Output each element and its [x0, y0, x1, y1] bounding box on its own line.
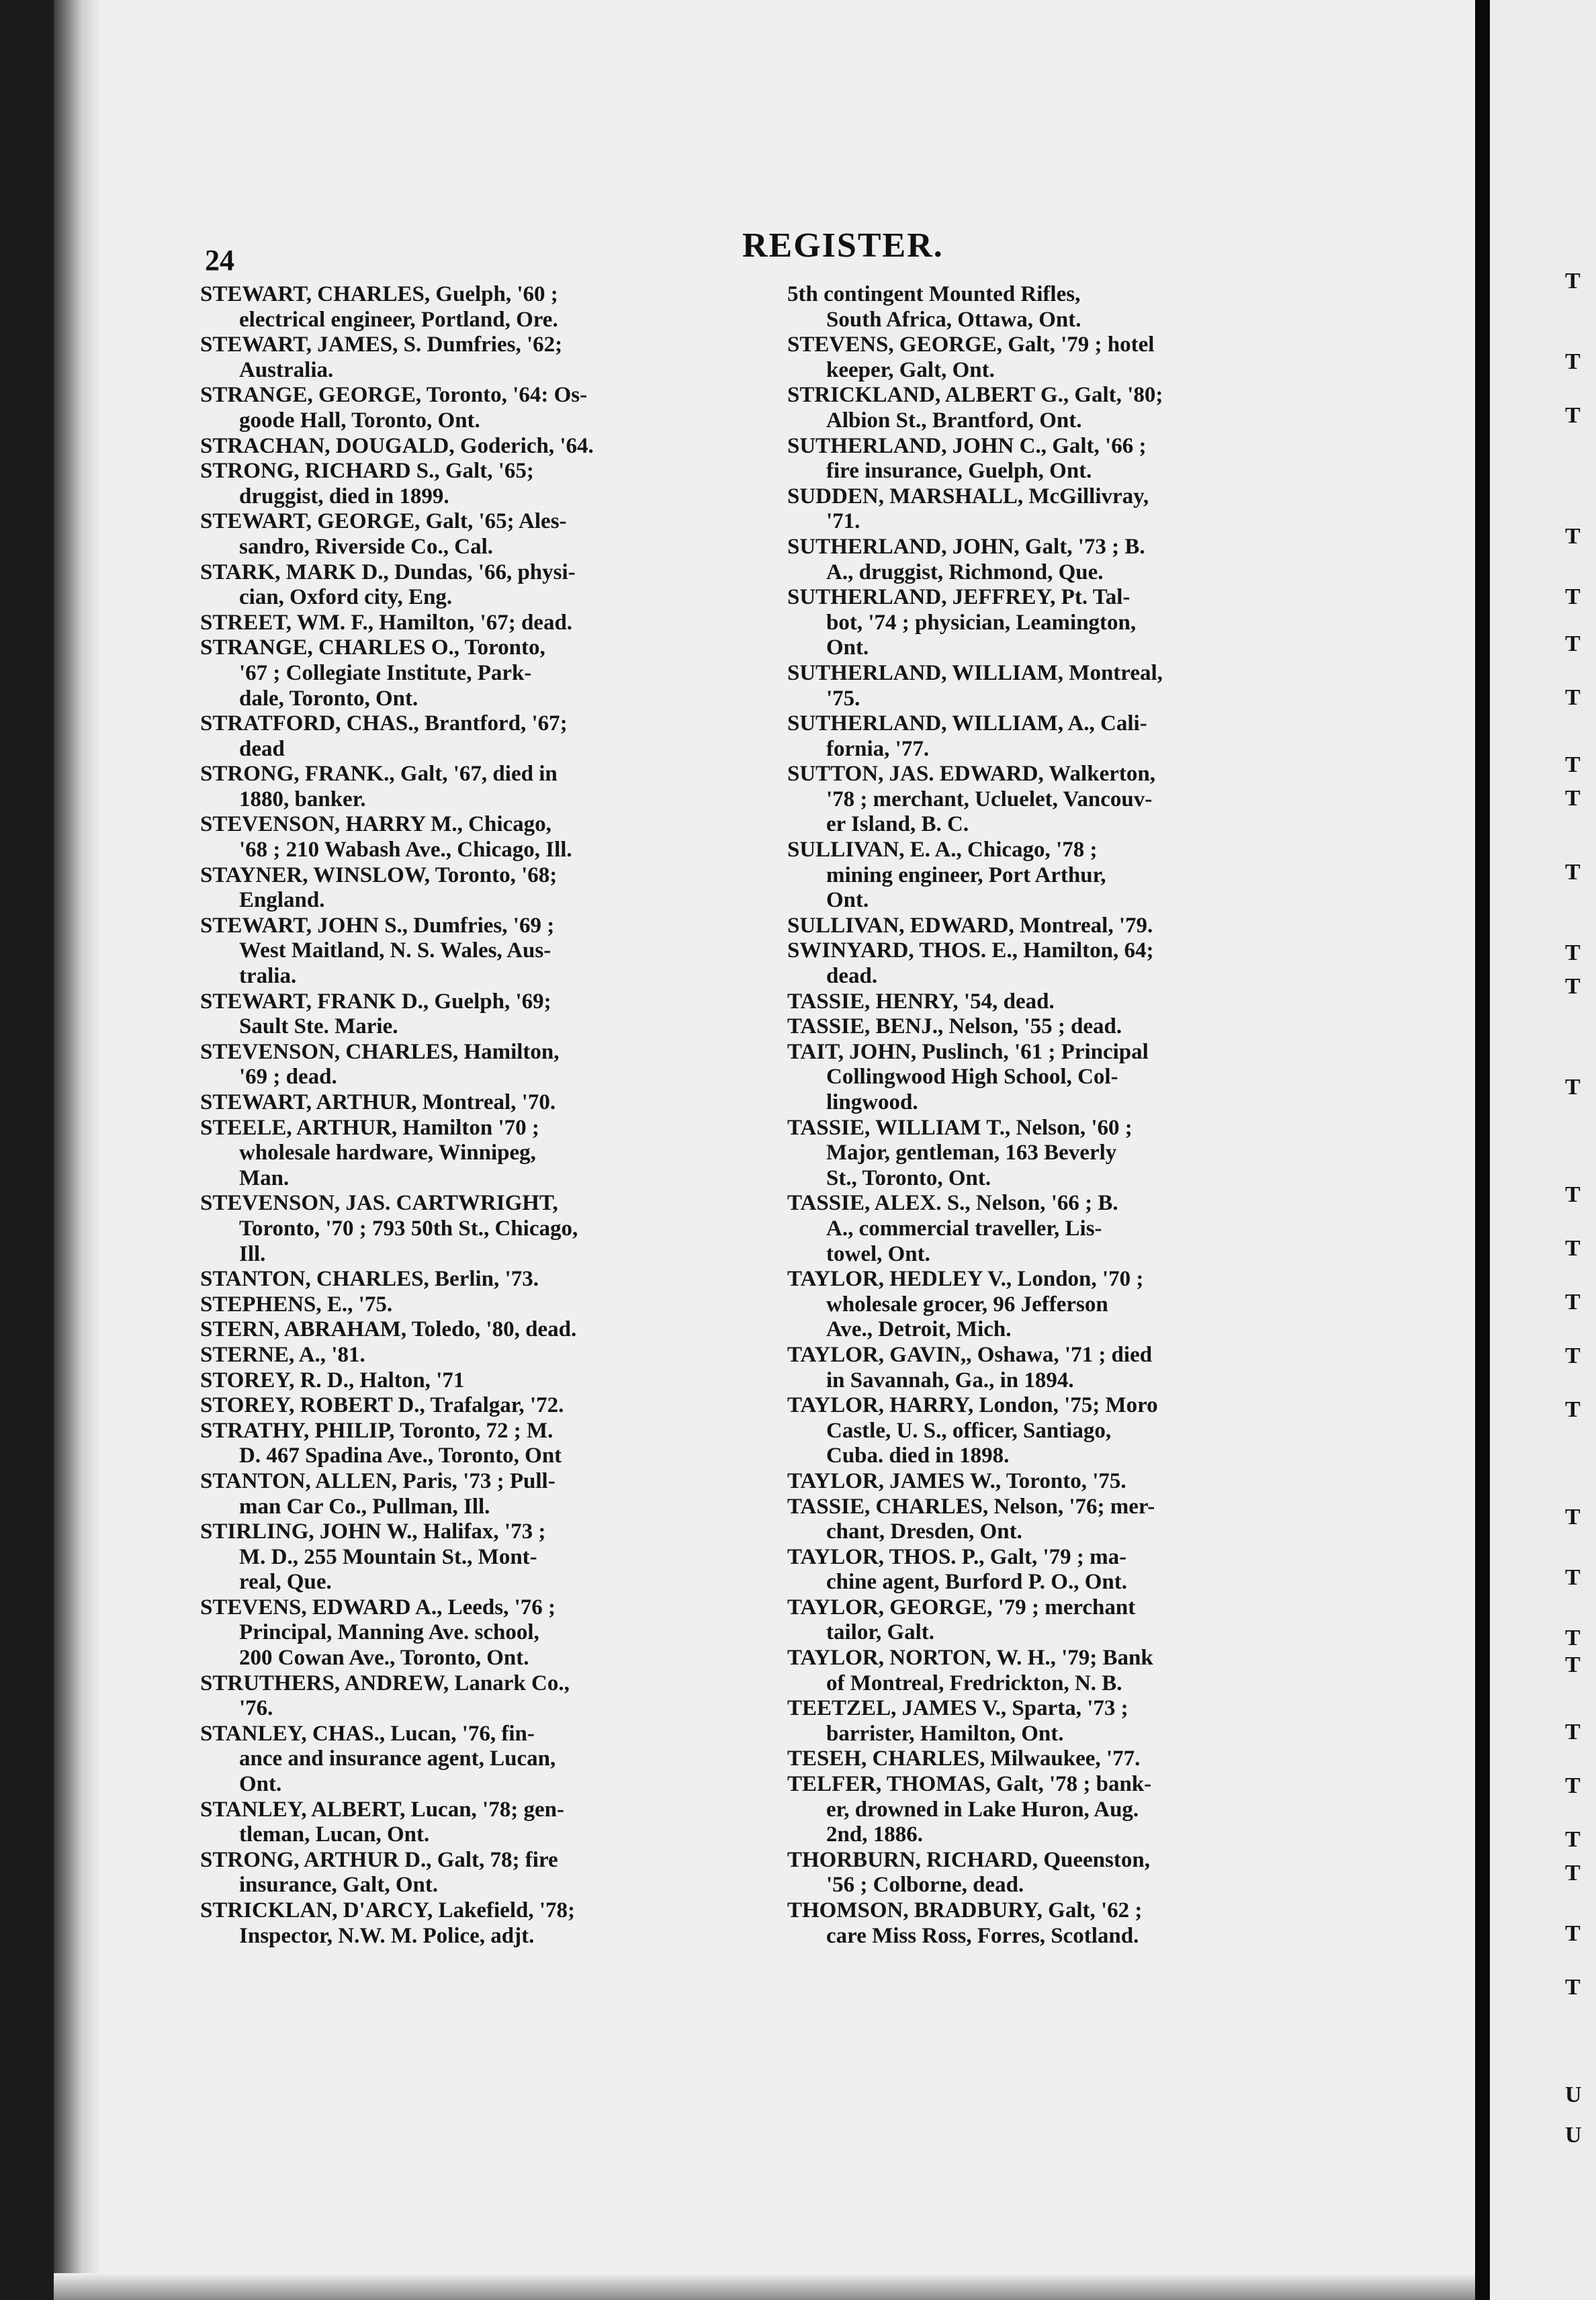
entry-name-line: STRATFORD, CHAS., Brantford, '67;	[200, 711, 568, 736]
entry-continuation-line: ance and insurance agent, Lucan,	[239, 1746, 556, 1771]
register-entry	[787, 1116, 1392, 1192]
entry-name-line: SUDDEN, MARSHALL, McGillivray,	[787, 484, 1149, 508]
gutter-shadow	[54, 0, 101, 2300]
register-entry	[200, 863, 805, 914]
entry-continuation-line: Principal, Manning Ave. school,	[239, 1620, 539, 1645]
entry-continuation-line: of Montreal, Fredrickton, N. B.	[826, 1671, 1122, 1695]
entry-continuation-line: care Miss Ross, Forres, Scotland.	[826, 1923, 1139, 1948]
entry-continuation-line: keeper, Galt, Ont.	[826, 357, 995, 382]
entry-name-line: THOMSON, BRADBURY, Galt, '62 ;	[787, 1898, 1143, 1922]
adjacent-page-letter: T	[1565, 1565, 1581, 1590]
register-entry	[200, 1292, 805, 1318]
adjacent-page-letter: T	[1565, 1827, 1581, 1852]
register-entry	[200, 711, 805, 762]
entry-continuation-line: dead	[239, 736, 285, 761]
entry-name-line: TAYLOR, GEORGE, '79 ; merchant	[787, 1595, 1136, 1620]
register-entry	[200, 1317, 805, 1343]
register-entry	[200, 1343, 805, 1368]
entry-continuation-line: man Car Co., Pullman, Ill.	[239, 1494, 490, 1519]
page-number: 24	[205, 244, 234, 277]
entry-name-line: STANLEY, CHAS., Lucan, '76, fin-	[200, 1721, 535, 1746]
register-entry	[787, 1898, 1392, 1949]
entry-continuation-line: fire insurance, Guelph, Ont.	[826, 459, 1092, 484]
entry-continuation-line: real, Que.	[239, 1570, 332, 1595]
entry-continuation-line: insurance, Galt, Ont.	[239, 1873, 439, 1898]
register-entry	[787, 914, 1392, 939]
register-entry	[200, 914, 805, 989]
adjacent-page-letter: T	[1565, 349, 1581, 374]
adjacent-page-letter: T	[1565, 940, 1581, 965]
register-column-left	[200, 282, 805, 1949]
entry-continuation-line: Ont.	[239, 1772, 282, 1797]
entry-name-line: SUTHERLAND, WILLIAM, A., Cali-	[787, 711, 1147, 736]
register-entry	[787, 1040, 1392, 1116]
entry-continuation-line: mining engineer, Port Arthur,	[826, 862, 1106, 887]
adjacent-page-letter: T	[1565, 1975, 1581, 2000]
entry-continuation-line: 200 Cowan Ave., Toronto, Ont.	[239, 1646, 529, 1671]
register-entry	[200, 1595, 805, 1671]
entry-name-line: SULLIVAN, E. A., Chicago, '78 ;	[787, 838, 1098, 862]
register-entry	[787, 661, 1392, 711]
adjacent-page	[1490, 0, 1596, 2300]
entry-continuation-line: '75.	[826, 686, 860, 711]
register-entry	[787, 1772, 1392, 1848]
entry-continuation-line: dead.	[826, 964, 878, 989]
entry-continuation-line: England.	[239, 888, 325, 913]
register-entry	[200, 1798, 805, 1848]
entry-continuation-line: fornia, '77.	[826, 736, 930, 761]
entry-name-line: SULLIVAN, EDWARD, Montreal, '79.	[787, 913, 1153, 938]
entry-name-line: TASSIE, BENJ., Nelson, '55 ; dead.	[787, 1014, 1122, 1039]
entry-name-line: SUTHERLAND, JOHN, Galt, '73 ; B.	[787, 534, 1145, 559]
entry-name-line: STEWART, GEORGE, Galt, '65; Ales-	[200, 509, 567, 534]
entry-name-line: STOREY, R. D., Halton, '71	[200, 1368, 465, 1392]
entry-name-line: STANTON, CHARLES, Berlin, '73.	[200, 1267, 539, 1292]
adjacent-page-letter: T	[1565, 1343, 1581, 1368]
register-entry	[787, 762, 1392, 838]
entry-name-line: TEETZEL, JAMES V., Sparta, '73 ;	[787, 1696, 1128, 1721]
entry-name-line: TAYLOR, HEDLEY V., London, '70 ;	[787, 1267, 1144, 1292]
adjacent-page-letter: U	[1565, 2123, 1582, 2148]
register-entry	[200, 282, 805, 333]
entry-name-line: TASSIE, ALEX. S., Nelson, '66 ; B.	[787, 1191, 1118, 1216]
register-entry	[200, 434, 805, 459]
entry-continuation-line: tailor, Galt.	[826, 1620, 935, 1645]
entry-continuation-line: '68 ; 210 Wabash Ave., Chicago, Ill.	[239, 838, 572, 862]
entry-continuation-line: lingwood.	[826, 1090, 918, 1114]
register-entry	[200, 459, 805, 509]
entry-name-line: STOREY, ROBERT D., Trafalgar, '72.	[200, 1393, 564, 1418]
register-entry	[787, 1191, 1392, 1267]
entry-name-line: TELFER, THOMAS, Galt, '78 ; bank-	[787, 1772, 1152, 1797]
register-entry	[200, 1671, 805, 1722]
register-entry	[200, 1469, 805, 1519]
entry-name-line: STERNE, A., '81.	[200, 1342, 365, 1367]
register-entry	[200, 1116, 805, 1192]
entry-name-line: TASSIE, CHARLES, Nelson, '76; mer-	[787, 1494, 1155, 1519]
entry-name-line: STRATHY, PHILIP, Toronto, 72 ; M.	[200, 1418, 553, 1443]
adjacent-page-letter: T	[1565, 403, 1581, 428]
adjacent-page-letter: T	[1565, 860, 1581, 885]
register-entry	[200, 1519, 805, 1595]
entry-name-line: SWINYARD, THOS. E., Hamilton, 64;	[787, 938, 1154, 963]
register-entry	[787, 333, 1392, 383]
entry-name-line: STEWART, FRANK D., Guelph, '69;	[200, 989, 551, 1014]
adjacent-page-letter: T	[1565, 786, 1581, 811]
register-entry	[787, 1343, 1392, 1393]
entry-continuation-line: St., Toronto, Ont.	[826, 1165, 991, 1190]
entry-continuation-line: er Island, B. C.	[826, 812, 969, 837]
entry-name-line: STEVENS, GEORGE, Galt, '79 ; hotel	[787, 333, 1155, 357]
entry-name-line: STEELE, ARTHUR, Hamilton '70 ;	[200, 1115, 539, 1140]
entry-continuation-line: A., druggist, Richmond, Que.	[826, 560, 1104, 584]
entry-name-line: STEWART, CHARLES, Guelph, '60 ;	[200, 282, 558, 306]
entry-name-line: TAYLOR, GAVIN,, Oshawa, '71 ; died	[787, 1342, 1153, 1367]
adjacent-page-letter: T	[1565, 1236, 1581, 1261]
adjacent-page-letter: T	[1565, 974, 1581, 999]
entry-continuation-line: West Maitland, N. S. Wales, Aus-	[239, 938, 551, 963]
entry-name-line: STARK, MARK D., Dundas, '66, physi-	[200, 560, 576, 584]
entry-continuation-line: South Africa, Ottawa, Ont.	[826, 307, 1081, 332]
register-entry	[200, 333, 805, 383]
entry-continuation-line: electrical engineer, Portland, Ore.	[239, 307, 558, 332]
register-entry	[200, 1368, 805, 1394]
adjacent-page-letter: U	[1565, 2082, 1582, 2107]
register-entry	[787, 585, 1392, 661]
entry-name-line: STRICKLAN, D'ARCY, Lakefield, '78;	[200, 1898, 576, 1922]
entry-name-line: STANTON, ALLEN, Paris, '73 ; Pull-	[200, 1468, 556, 1493]
adjacent-page-letter: T	[1565, 1921, 1581, 1946]
adjacent-page-letter: T	[1565, 1861, 1581, 1886]
entry-continuation-line: '56 ; Colborne, dead.	[826, 1873, 1024, 1898]
register-entry	[787, 1595, 1392, 1646]
entry-continuation-line: Man.	[239, 1165, 290, 1190]
register-entry	[787, 1545, 1392, 1595]
entry-name-line: STEPHENS, E., '75.	[200, 1292, 393, 1317]
entry-name-line: TASSIE, HENRY, '54, dead.	[787, 989, 1055, 1014]
register-entry	[787, 434, 1392, 484]
register-entry	[787, 484, 1392, 535]
entry-name-line: TAYLOR, NORTON, W. H., '79; Bank	[787, 1646, 1153, 1671]
entry-continuation-line: Cuba. died in 1898.	[826, 1444, 1010, 1468]
entry-continuation-line: barrister, Hamilton, Ont.	[826, 1721, 1064, 1746]
entry-name-line: STEVENSON, HARRY M., Chicago,	[200, 812, 551, 837]
entry-name-line: STRANGE, CHARLES O., Toronto,	[200, 635, 545, 660]
entry-continuation-line: goode Hall, Toronto, Ont.	[239, 408, 480, 433]
entry-continuation-line: Ont.	[826, 635, 869, 660]
entry-continuation-line: A., commercial traveller, Lis-	[826, 1216, 1102, 1241]
entry-name-line: STEWART, ARTHUR, Montreal, '70.	[200, 1090, 556, 1114]
adjacent-page-letter: T	[1565, 584, 1581, 609]
entry-continuation-line: wholesale grocer, 96 Jefferson	[826, 1292, 1108, 1317]
entry-continuation-line: Major, gentleman, 163 Beverly	[826, 1141, 1117, 1165]
register-entry	[787, 1014, 1392, 1040]
register-entry	[200, 989, 805, 1040]
entry-name-line: STRUTHERS, ANDREW, Lanark Co.,	[200, 1671, 570, 1695]
entry-continuation-line: towel, Ont.	[826, 1241, 930, 1266]
entry-name-line: STEVENS, EDWARD A., Leeds, '76 ;	[200, 1595, 556, 1620]
register-entry	[787, 1495, 1392, 1545]
register-entry	[200, 1267, 805, 1292]
register-entry	[200, 1419, 805, 1469]
adjacent-page-letter: T	[1565, 1182, 1581, 1207]
entry-continuation-line: D. 467 Spadina Ave., Toronto, Ont	[239, 1444, 562, 1468]
register-entry	[200, 611, 805, 636]
register-entry	[787, 1393, 1392, 1469]
register-entry	[787, 383, 1392, 433]
entry-name-line: THORBURN, RICHARD, Queenston,	[787, 1847, 1150, 1872]
entry-continuation-line: '76.	[239, 1696, 273, 1721]
entry-continuation-line: cian, Oxford city, Eng.	[239, 585, 453, 610]
register-entry	[787, 711, 1392, 762]
entry-name-line: STRANGE, GEORGE, Toronto, '64: Os-	[200, 383, 588, 408]
entry-continuation-line: '71.	[826, 509, 860, 534]
entry-continuation-line: '69 ; dead.	[239, 1065, 337, 1090]
register-entry	[787, 938, 1392, 989]
adjacent-page-letter: T	[1565, 1075, 1581, 1100]
register-column-right	[787, 282, 1392, 1949]
entry-continuation-line: Ont.	[826, 888, 869, 913]
adjacent-page-letter: T	[1565, 1652, 1581, 1677]
entry-name-line: TESEH, CHARLES, Milwaukee, '77.	[787, 1746, 1141, 1771]
entry-continuation-line: 1880, banker.	[239, 787, 366, 811]
register-entry	[200, 383, 805, 433]
entry-continuation-line: bot, '74 ; physician, Leamington,	[826, 610, 1137, 635]
register-entry	[200, 812, 805, 862]
entry-continuation-line: '78 ; merchant, Ucluelet, Vancouv-	[826, 787, 1153, 811]
register-entry	[787, 1469, 1392, 1495]
entry-name-line: STEWART, JOHN S., Dumfries, '69 ;	[200, 913, 555, 938]
entry-continuation-line: dale, Toronto, Ont.	[239, 686, 418, 711]
running-head: REGISTER.	[742, 226, 944, 265]
entry-name-line: STRONG, RICHARD S., Galt, '65;	[200, 459, 534, 484]
entry-name-line: STANLEY, ALBERT, Lucan, '78; gen-	[200, 1797, 564, 1822]
entry-name-line: STAYNER, WINSLOW, Toronto, '68;	[200, 862, 558, 887]
register-entry	[200, 1090, 805, 1116]
entry-name-line: TAIT, JOHN, Puslinch, '61 ; Principal	[787, 1039, 1149, 1064]
entry-name-line: STRACHAN, DOUGALD, Goderich, '64.	[200, 433, 594, 458]
adjacent-page-letter: T	[1565, 1290, 1581, 1315]
entry-name-line: TAYLOR, THOS. P., Galt, '79 ; ma-	[787, 1544, 1127, 1569]
adjacent-page-letter: T	[1565, 631, 1581, 656]
entry-continuation-line: druggist, died in 1899.	[239, 484, 449, 508]
entry-continuation-line: 2nd, 1886.	[826, 1822, 923, 1847]
entry-continuation-line: in Savannah, Ga., in 1894.	[826, 1368, 1074, 1392]
adjacent-page-letter: T	[1565, 1505, 1581, 1530]
register-entry	[787, 989, 1392, 1015]
adjacent-page-letter: T	[1565, 524, 1581, 549]
entry-continuation-line: Australia.	[239, 357, 334, 382]
register-entry	[787, 1746, 1392, 1772]
entry-continuation-line: wholesale hardware, Winnipeg,	[239, 1141, 536, 1165]
register-entry	[200, 1191, 805, 1267]
register-entry	[200, 1848, 805, 1898]
register-entry	[787, 1646, 1392, 1696]
entry-name-line: STEWART, JAMES, S. Dumfries, '62;	[200, 333, 563, 357]
entry-name-line: 5th contingent Mounted Rifles,	[787, 282, 1081, 306]
adjacent-page-letter: T	[1565, 1720, 1581, 1744]
adjacent-page-letter: T	[1565, 1773, 1581, 1798]
entry-continuation-line: sandro, Riverside Co., Cal.	[239, 534, 493, 559]
register-entry	[787, 282, 1392, 333]
entry-name-line: SUTHERLAND, JOHN C., Galt, '66 ;	[787, 433, 1147, 458]
register-entry	[200, 762, 805, 812]
register-entry	[200, 1040, 805, 1090]
entry-continuation-line: Sault Ste. Marie.	[239, 1014, 398, 1039]
entry-continuation-line: Castle, U. S., officer, Santiago,	[826, 1418, 1112, 1443]
adjacent-page-letter: T	[1565, 1397, 1581, 1422]
entry-name-line: STEVENSON, CHARLES, Hamilton,	[200, 1039, 560, 1064]
entry-name-line: STRONG, ARTHUR D., Galt, 78; fire	[200, 1847, 558, 1872]
entry-name-line: TAYLOR, JAMES W., Toronto, '75.	[787, 1468, 1126, 1493]
entry-name-line: STRICKLAND, ALBERT G., Galt, '80;	[787, 383, 1163, 408]
entry-continuation-line: tleman, Lucan, Ont.	[239, 1822, 430, 1847]
entry-continuation-line: '67 ; Collegiate Institute, Park-	[239, 660, 532, 685]
entry-name-line: TASSIE, WILLIAM T., Nelson, '60 ;	[787, 1115, 1133, 1140]
entry-name-line: STREET, WM. F., Hamilton, '67; dead.	[200, 610, 573, 635]
register-entry	[200, 1898, 805, 1949]
entry-continuation-line: Albion St., Brantford, Ont.	[826, 408, 1082, 433]
entry-continuation-line: Ill.	[239, 1241, 266, 1266]
entry-continuation-line: Toronto, '70 ; 793 50th St., Chicago,	[239, 1216, 578, 1241]
entry-name-line: STRONG, FRANK., Galt, '67, died in	[200, 762, 558, 787]
register-entry	[200, 560, 805, 611]
register-entry	[200, 1393, 805, 1419]
entry-name-line: SUTTON, JAS. EDWARD, Walkerton,	[787, 762, 1155, 787]
entry-continuation-line: Inspector, N.W. M. Police, adjt.	[239, 1923, 535, 1948]
entry-continuation-line: Ave., Detroit, Mich.	[826, 1317, 1012, 1342]
adjacent-page-letter: T	[1565, 685, 1581, 710]
entry-continuation-line: chine agent, Burford P. O., Ont.	[826, 1570, 1127, 1595]
entry-name-line: STEVENSON, JAS. CARTWRIGHT,	[200, 1191, 558, 1216]
entry-continuation-line: tralia.	[239, 964, 297, 989]
entry-name-line: TAYLOR, HARRY, London, '75; Moro	[787, 1393, 1158, 1418]
register-entry	[787, 1696, 1392, 1746]
register-entry	[787, 535, 1392, 585]
register-entry	[787, 838, 1392, 914]
entry-name-line: SUTHERLAND, JEFFREY, Pt. Tal-	[787, 585, 1130, 610]
entry-continuation-line: Collingwood High School, Col-	[826, 1065, 1118, 1090]
register-entry	[200, 1722, 805, 1798]
entry-name-line: STERN, ABRAHAM, Toledo, '80, dead.	[200, 1317, 577, 1342]
entry-continuation-line: M. D., 255 Mountain St., Mont-	[239, 1544, 537, 1569]
adjacent-page-letter: T	[1565, 269, 1581, 294]
adjacent-page-letter: T	[1565, 752, 1581, 777]
register-entry	[200, 635, 805, 711]
register-entry	[200, 509, 805, 560]
entry-name-line: STIRLING, JOHN W., Halifax, '73 ;	[200, 1519, 546, 1544]
page-bottom-edge	[54, 2273, 1480, 2300]
entry-name-line: SUTHERLAND, WILLIAM, Montreal,	[787, 660, 1163, 685]
entry-continuation-line: er, drowned in Lake Huron, Aug.	[826, 1797, 1139, 1822]
page-divider	[1475, 0, 1490, 2300]
register-entry	[787, 1848, 1392, 1898]
adjacent-page-letter: T	[1565, 1626, 1581, 1650]
entry-continuation-line: chant, Dresden, Ont.	[826, 1519, 1022, 1544]
register-entry	[787, 1267, 1392, 1343]
